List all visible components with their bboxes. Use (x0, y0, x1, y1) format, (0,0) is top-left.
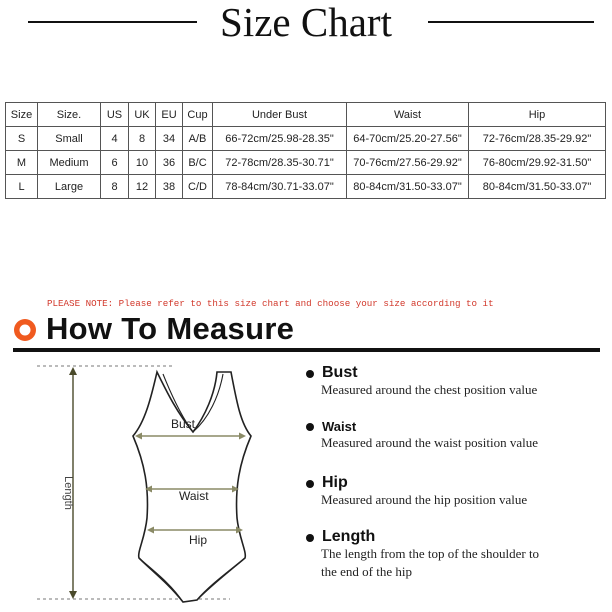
bullet-icon (306, 370, 314, 378)
how-to-measure-title: How To Measure (46, 311, 295, 346)
table-cell: 34 (156, 127, 183, 151)
target-icon (13, 318, 37, 342)
size-table (5, 102, 606, 199)
table-cell: S (6, 127, 38, 151)
page-title: Size Chart (220, 0, 392, 45)
legend-description: Measured around the waist position value (321, 435, 538, 450)
table-cell: 4 (101, 127, 129, 151)
table-cell: 64-70cm/25.20-27.56" (347, 127, 469, 151)
bullet-icon (306, 423, 314, 431)
header-hip: Hip (469, 103, 606, 127)
table-cell: Small (38, 127, 101, 151)
length-arrow-top (69, 367, 77, 375)
table-row (6, 151, 606, 175)
table-cell: 72-76cm/28.35-29.92" (469, 127, 606, 151)
table-cell: 80-84cm/31.50-33.07" (347, 175, 469, 199)
header-eu: EU (156, 103, 183, 127)
legend-description: The length from the top of the shoulder to (321, 546, 540, 561)
table-cell: 80-84cm/31.50-33.07" (469, 175, 606, 199)
header-size: Size (6, 103, 38, 127)
legend-description: Measured around the chest position value (321, 382, 538, 397)
table-cell: Large (38, 175, 101, 199)
table-cell: B/C (183, 151, 213, 175)
table-cell: 38 (156, 175, 183, 199)
table-cell: 78-84cm/30.71-33.07" (213, 175, 347, 199)
table-cell: 12 (129, 175, 156, 199)
table-cell: 36 (156, 151, 183, 175)
table-cell: 8 (101, 175, 129, 199)
header-size-name: Size. (38, 103, 101, 127)
table-row (6, 127, 606, 151)
header-under-bust: Under Bust (213, 103, 347, 127)
table-cell: 6 (101, 151, 129, 175)
legend-label: Waist (322, 419, 357, 434)
header-us: US (101, 103, 129, 127)
table-cell: 8 (129, 127, 156, 151)
swimsuit-diagram (25, 358, 295, 612)
length-label: Length (62, 476, 74, 510)
table-cell: 76-80cm/29.92-31.50" (469, 151, 606, 175)
table-cell: Medium (38, 151, 101, 175)
bullet-icon (306, 534, 314, 542)
waist-label: Waist (179, 489, 209, 503)
table-cell: 72-78cm/28.35-30.71" (213, 151, 347, 175)
header-uk: UK (129, 103, 156, 127)
table-cell: C/D (183, 175, 213, 199)
header-waist: Waist (347, 103, 469, 127)
table-cell: 66-72cm/25.98-28.35" (213, 127, 347, 151)
table-cell: 70-76cm/27.56-29.92" (347, 151, 469, 175)
hip-label: Hip (189, 533, 208, 547)
table-cell: L (6, 175, 38, 199)
table-cell: M (6, 151, 38, 175)
header-cup: Cup (183, 103, 213, 127)
table-cell: 10 (129, 151, 156, 175)
table-header-row (6, 103, 606, 127)
table-cell: A/B (183, 127, 213, 151)
legend-label: Length (322, 528, 376, 545)
legend-label: Hip (322, 474, 348, 491)
bullet-icon (306, 480, 314, 488)
legend-label: Bust (322, 364, 358, 381)
bust-label: Bust (171, 417, 196, 431)
size-note: PLEASE NOTE: Please refer to this size chart and choose your size according to it (47, 298, 494, 309)
legend-description: Measured around the hip position value (321, 492, 528, 507)
legend-description: the end of the hip (321, 564, 412, 579)
table-row (6, 175, 606, 199)
length-arrow-bottom (69, 591, 77, 599)
how-to-measure-rule (13, 348, 600, 352)
